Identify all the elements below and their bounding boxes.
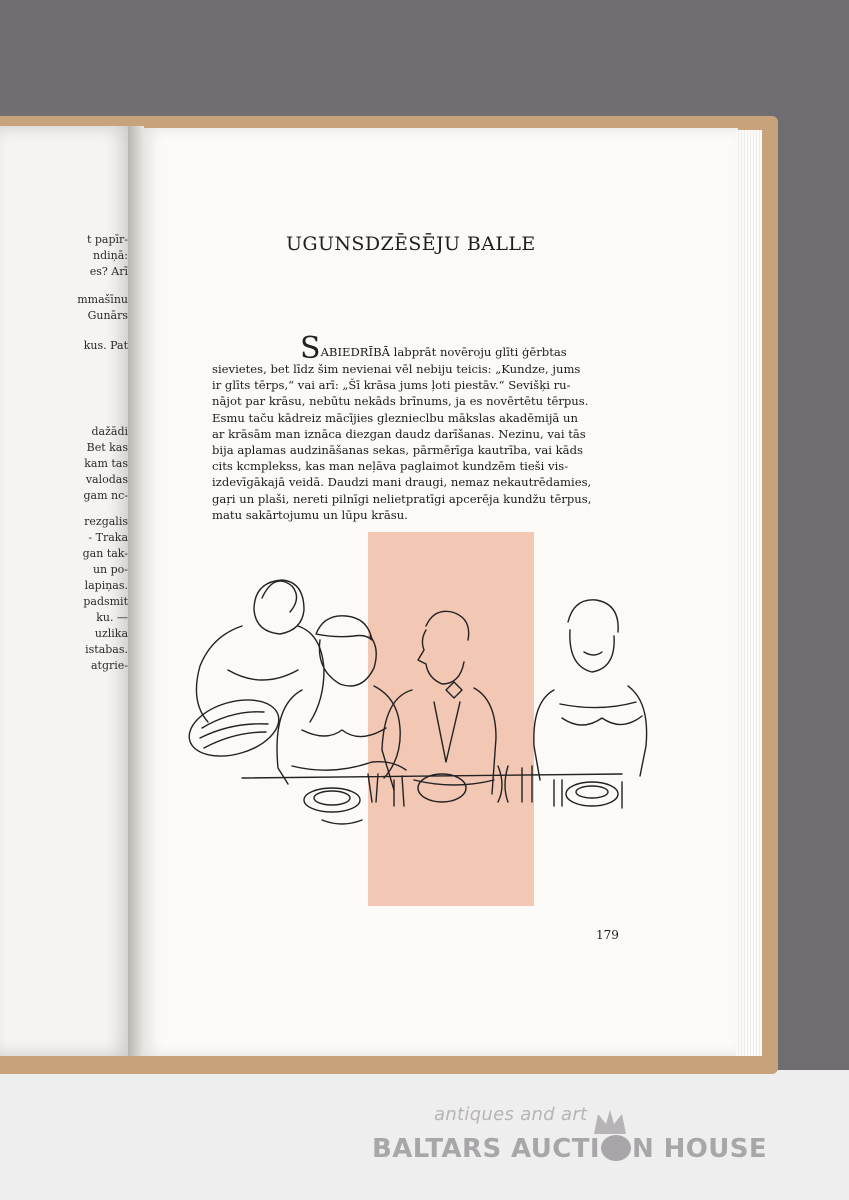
cutlery-right (554, 780, 622, 808)
body-first-line (300, 331, 620, 366)
woman-with-tray-figure (183, 580, 324, 766)
left-page-line: padsmit (83, 595, 128, 608)
left-page-line: Gunārs (87, 309, 128, 322)
crown-icon (590, 1106, 630, 1138)
body-line: izdevīgākajā veidā. Daudzi mani draugi, nemaz nekautrēdamies, (212, 475, 592, 490)
body-line: matu sakārtojumu un lūpu krāsu. (212, 507, 408, 522)
body-line: cits kcmplekss, kas man neļāva paglaimot kundzēm tieši vis- (212, 459, 569, 474)
left-page-line: istabas. (85, 643, 128, 656)
left-page-line: lapiņas. (84, 579, 128, 592)
left-page-line: es? Arī (89, 265, 128, 278)
watermark-o-logo (601, 1135, 631, 1161)
body-line: ir glīts tērps,“ vai arī: „Šī krāsa jums ļoti piestāv.“ Sevišķi ru- (212, 378, 571, 393)
left-page-line: mmašīnu (77, 293, 128, 306)
left-page-line: kus. Pat (83, 339, 128, 352)
left-page-line: kam tas (84, 457, 128, 470)
left-page (0, 126, 132, 1056)
dinner-illustration (182, 530, 652, 910)
left-page-line: ndiņā: (93, 249, 128, 262)
body-line: ar krāsām man iznāca diezgan daudz darīšanas. Nezinu, vai tās (212, 426, 586, 441)
right-woman-figure (534, 600, 647, 780)
left-page-line: t papīr- (86, 233, 128, 246)
page-edges (736, 130, 762, 1056)
left-page-line: dažādi (91, 425, 128, 438)
pink-accent-block (368, 532, 534, 906)
body-line: sievietes, bet līdz šim nevienai vēl nebiju teicis: „Kundze, jums (212, 362, 581, 376)
body-line: gaŗi un plaši, nereti pilnīgi nelietpratīgi apcerēja kundžu tērpus, (212, 491, 592, 506)
body-line: bija aplamas audzināšanas sekas, pārmērīga kautrība, vai kāds (212, 442, 583, 457)
drop-cap: S (300, 331, 321, 366)
page-number: 179 (596, 928, 619, 942)
watermark-name-part1: BALTARS AUCTI (372, 1134, 600, 1164)
left-page-line: Bet kas (86, 441, 128, 454)
body-line: nājot par krāsu, nebūtu nekāds brīnums, ja es novērtētu tērpus. (212, 394, 589, 409)
left-page-line: un po- (92, 563, 128, 576)
chapter-body (212, 331, 620, 523)
left-page-line: ku. — (96, 611, 128, 624)
left-page-line: valodas (85, 473, 128, 486)
left-page-line: uzlika (94, 627, 128, 640)
body-line: Esmu taču kādreiz mācījies gleznieclbu mākslas akadēmijā un (212, 410, 578, 425)
left-page-line: gam nc- (83, 489, 128, 502)
chapter-title: UGUNSDZĒSĒJU BALLE (286, 233, 536, 255)
watermark-tagline: antiques and art (434, 1104, 588, 1125)
left-page-line: atgrie- (90, 659, 128, 672)
background-top (0, 0, 849, 118)
watermark-name-part2: N HOUSE (631, 1134, 768, 1164)
watermark-name (372, 1134, 767, 1164)
watermark (372, 1098, 792, 1178)
left-page-line: rezgalis (84, 515, 128, 528)
first-line-text: ABIEDRĪBĀ labprāt novēroju glīti ģērbtas (320, 345, 567, 359)
left-page-line: - Traka (88, 531, 128, 544)
left-page-line: gan tak- (82, 547, 128, 560)
